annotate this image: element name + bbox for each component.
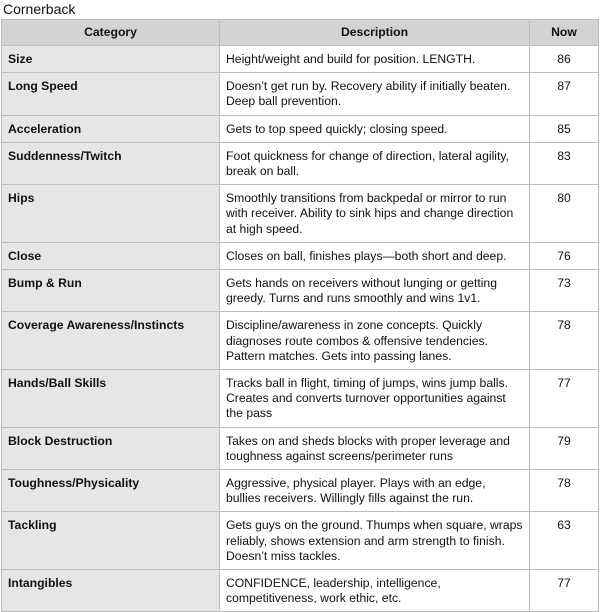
table-row xyxy=(2,270,599,312)
description-cell: Gets hands on receivers without lunging or getting greedy. Turns and runs smoothly and wins 1v1. xyxy=(220,270,530,312)
now-rating-cell: 78 xyxy=(530,470,599,512)
table-row xyxy=(2,312,599,370)
description-cell: Gets guys on the ground. Thumps when square, wraps reliably, shows extension and arm strength to finish. Doesn’t miss tackles. xyxy=(220,512,530,570)
table-row xyxy=(2,470,599,512)
now-rating-cell: 87 xyxy=(530,73,599,115)
description-cell: Aggressive, physical player. Plays with an edge, bullies receivers. Willingly fills against the run. xyxy=(220,470,530,512)
description-cell: Closes on ball, finishes plays—both short and deep. xyxy=(220,242,530,269)
description-cell: Gets to top speed quickly; closing speed. xyxy=(220,115,530,142)
description-cell: Smoothly transitions from backpedal or mirror to run with receiver. Ability to sink hips and change direction at high speed. xyxy=(220,185,530,243)
now-rating-cell: 76 xyxy=(530,242,599,269)
now-rating-cell: 63 xyxy=(530,512,599,570)
ratings-table xyxy=(1,19,599,612)
table-row xyxy=(2,427,599,469)
column-header-category[interactable]: Category xyxy=(2,20,220,46)
table-row xyxy=(2,115,599,142)
now-rating-cell: 80 xyxy=(530,185,599,243)
category-cell: Suddenness/Twitch xyxy=(2,142,220,184)
table-header-row xyxy=(2,20,599,46)
now-rating-cell: 83 xyxy=(530,142,599,184)
category-cell: Toughness/Physicality xyxy=(2,470,220,512)
description-cell: Tracks ball in flight, timing of jumps, wins jump balls. Creates and converts turnover opportunities against the pass xyxy=(220,370,530,428)
category-cell: Block Destruction xyxy=(2,427,220,469)
category-cell: Hips xyxy=(2,185,220,243)
description-cell: Foot quickness for change of direction, lateral agility, break on ball. xyxy=(220,142,530,184)
category-cell: Close xyxy=(2,242,220,269)
now-rating-cell: 86 xyxy=(530,46,599,73)
category-cell: Coverage Awareness/Instincts xyxy=(2,312,220,370)
category-cell: Tackling xyxy=(2,512,220,570)
description-cell: Doesn’t get run by. Recovery ability if initially beaten. Deep ball prevention. xyxy=(220,73,530,115)
category-cell: Acceleration xyxy=(2,115,220,142)
category-cell: Bump & Run xyxy=(2,270,220,312)
description-cell: Takes on and sheds blocks with proper leverage and toughness against screens/perimeter runs xyxy=(220,427,530,469)
category-cell: Intangibles xyxy=(2,570,220,612)
now-rating-cell: 85 xyxy=(530,115,599,142)
category-cell: Size xyxy=(2,46,220,73)
table-row xyxy=(2,242,599,269)
now-rating-cell: 73 xyxy=(530,270,599,312)
page-title: Cornerback xyxy=(3,1,76,17)
now-rating-cell: 78 xyxy=(530,312,599,370)
now-rating-cell: 79 xyxy=(530,427,599,469)
category-cell: Long Speed xyxy=(2,73,220,115)
description-cell: Height/weight and build for position. LENGTH. xyxy=(220,46,530,73)
now-rating-cell: 77 xyxy=(530,370,599,428)
table-row xyxy=(2,370,599,428)
description-cell: CONFIDENCE, leadership, intelligence, competitiveness, work ethic, etc. xyxy=(220,570,530,612)
category-cell: Hands/Ball Skills xyxy=(2,370,220,428)
table-row xyxy=(2,185,599,243)
table-row xyxy=(2,570,599,612)
column-header-now[interactable]: Now xyxy=(530,20,599,46)
table-row xyxy=(2,512,599,570)
description-cell: Discipline/awareness in zone concepts. Quickly diagnoses route combos & offensive tendencies. Pattern matches. Gets into passing lanes. xyxy=(220,312,530,370)
column-header-description[interactable]: Description xyxy=(220,20,530,46)
now-rating-cell: 77 xyxy=(530,570,599,612)
table-row xyxy=(2,142,599,184)
table-row xyxy=(2,73,599,115)
table-row xyxy=(2,46,599,73)
